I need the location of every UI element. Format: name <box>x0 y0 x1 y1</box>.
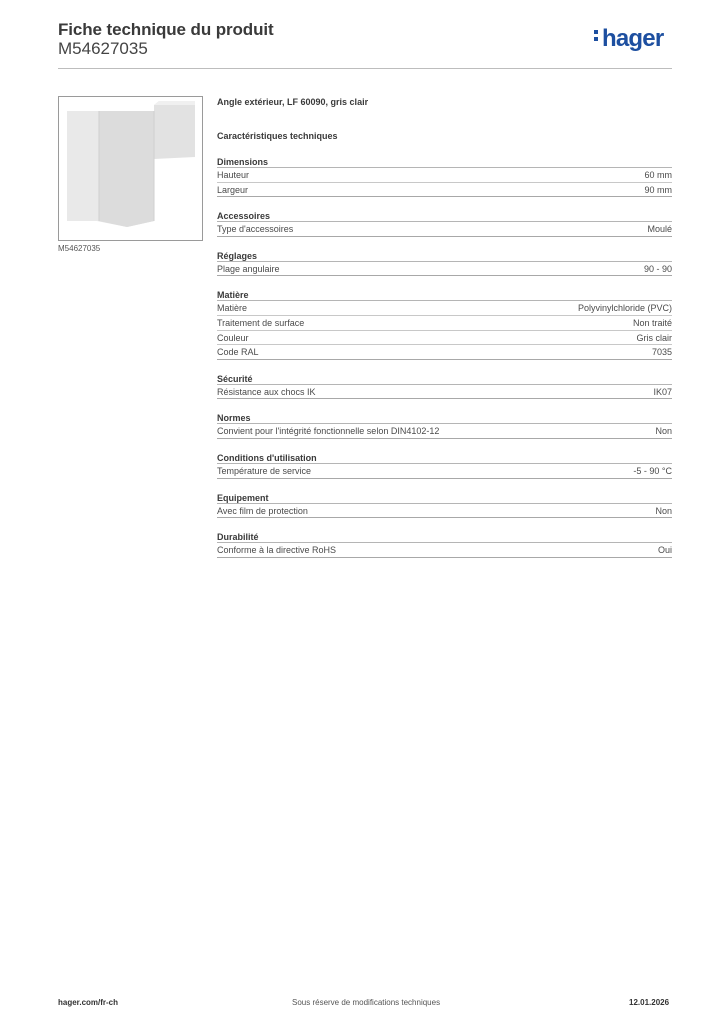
spec-groups <box>217 156 672 558</box>
spec-value: Non traité <box>632 317 672 328</box>
spec-label: Traitement de surface <box>217 317 305 328</box>
image-caption: M54627035 <box>58 244 101 253</box>
spec-row <box>217 464 672 479</box>
footer-disclaimer: Sous réserve de modifications techniques <box>292 998 441 1007</box>
spec-group-title: Accessoires <box>217 210 672 222</box>
spec-value: Non <box>655 426 672 437</box>
spec-label: Type d'accessoires <box>217 224 294 235</box>
spec-value: IK07 <box>653 386 672 397</box>
spec-row <box>217 316 672 331</box>
spec-value: Gris clair <box>636 332 672 343</box>
spec-group <box>217 250 672 277</box>
spec-panel <box>217 96 672 558</box>
spec-row <box>217 301 672 316</box>
footer-date: 12.01.2026 <box>629 998 670 1007</box>
logo-text: hager <box>602 25 664 52</box>
spec-group <box>217 531 672 558</box>
spec-group-title: Conditions d'utilisation <box>217 452 672 464</box>
section-caption: Caractéristiques techniques <box>217 131 338 141</box>
spec-label: Avec film de protection <box>217 505 308 516</box>
spec-group-title: Réglages <box>217 250 672 262</box>
spec-group-title: Durabilité <box>217 531 672 543</box>
spec-group <box>217 492 672 519</box>
spec-group-title: Equipement <box>217 492 672 504</box>
product-image <box>58 96 203 241</box>
spec-group-title: Matière <box>217 289 672 301</box>
spec-value: Non <box>655 505 672 516</box>
spec-row <box>217 168 672 183</box>
spec-row <box>217 385 672 400</box>
spec-value: Polyvinylchloride (PVC) <box>577 303 672 314</box>
spec-group <box>217 412 672 439</box>
page-title: Fiche technique du produit <box>58 20 274 39</box>
spec-label: Plage angulaire <box>217 263 280 274</box>
spec-group <box>217 373 672 400</box>
spec-label: Conforme à la directive RoHS <box>217 545 337 556</box>
spec-label: Convient pour l'intégrité fonctionnelle selon DIN4102-12 <box>217 426 440 437</box>
spec-label: Largeur <box>217 184 249 195</box>
spec-row <box>217 331 672 346</box>
spec-label: Hauteur <box>217 170 250 180</box>
spec-label: Résistance aux chocs IK <box>217 386 316 397</box>
spec-group-title: Dimensions <box>217 156 672 168</box>
spec-value: 7035 <box>651 347 672 358</box>
footer-website-link[interactable]: hager.com/fr-ch <box>58 998 119 1007</box>
spec-row <box>217 504 672 519</box>
hager-logo[interactable] <box>594 27 663 51</box>
spec-group <box>217 289 672 359</box>
spec-label: Matière <box>217 303 248 314</box>
spec-value: 90 mm <box>644 184 672 195</box>
spec-group <box>217 156 672 197</box>
spec-label: Température de service <box>217 465 312 476</box>
spec-row <box>217 222 672 237</box>
spec-value: Oui <box>657 545 672 556</box>
spec-row <box>217 424 672 439</box>
product-name: Angle extérieur, LF 60090, gris clair <box>217 97 369 107</box>
spec-value: 90 - 90 <box>643 263 672 274</box>
spec-label: Couleur <box>217 332 249 343</box>
spec-group-title: Normes <box>217 412 672 424</box>
spec-row <box>217 183 672 198</box>
spec-value: Moulé <box>647 224 672 235</box>
spec-group-title: Sécurité <box>217 373 672 385</box>
outer-corner-product-icon <box>59 97 202 240</box>
product-reference: M54627035 <box>58 39 148 58</box>
spec-row <box>217 543 672 558</box>
spec-value: -5 - 90 °C <box>633 465 672 476</box>
spec-group <box>217 210 672 237</box>
spec-label: Code RAL <box>217 347 259 358</box>
spec-row <box>217 345 672 360</box>
header-divider <box>58 68 672 69</box>
logo-colon-icon <box>594 27 599 44</box>
spec-value: 60 mm <box>644 170 672 180</box>
spec-group <box>217 452 672 479</box>
spec-row <box>217 262 672 277</box>
